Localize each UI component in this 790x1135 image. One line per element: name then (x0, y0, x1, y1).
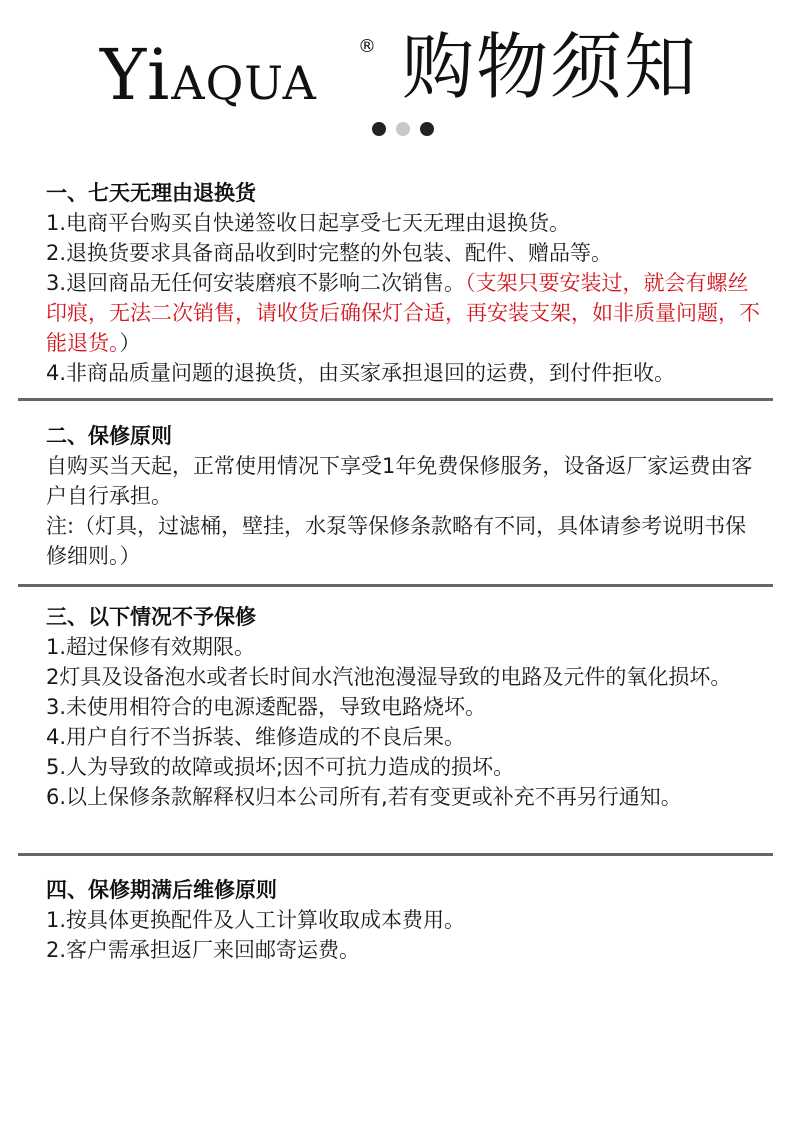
section-line-with-notice (46, 268, 766, 358)
section-warranty-exclusions (46, 602, 766, 812)
section-divider (18, 398, 773, 401)
dot-light-icon (396, 122, 410, 136)
section-line: 4.非商品质量问题的退换货，由买家承担退回的运费，到付件拒收。 (46, 361, 676, 385)
section-seven-day-return (46, 178, 766, 388)
section-divider (18, 584, 773, 587)
section-heading: 一、七天无理由退换货 (46, 181, 256, 205)
section-line: 1.超过保修有效期限。 (46, 635, 256, 659)
section-line: 2.客户需承担返厂来回邮寄运费。 (46, 938, 361, 962)
registered-mark: ® (358, 36, 376, 57)
section-line: 3.未使用相符合的电源逶配器，导致电路烧坏。 (46, 695, 487, 719)
line-text: 3.退回商品无任何安装磨痕不影响二次销售。 (46, 271, 466, 295)
section-line: 4.用户自行不当拆装、维修造成的不良后果。 (46, 725, 466, 749)
section-line: 注:（灯具，过滤桶，壁挂，水泵等保修条款略有不同，具体请参考说明书保修细则。） (46, 514, 747, 568)
section-post-warranty-repair (46, 875, 766, 965)
section-heading: 四、保修期满后维修原则 (46, 878, 277, 902)
section-heading: 三、以下情况不予保修 (46, 605, 256, 629)
page-title: 购物须知 (402, 25, 699, 109)
section-line: 2灯具及设备泡水或者长时间水汽池泡漫湿导致的电路及元件的氧化损坏。 (46, 665, 732, 689)
line-text: ） (119, 331, 141, 355)
logo-text-first: Yi (100, 34, 172, 116)
dot-dark-icon (420, 122, 434, 136)
section-line: 1.按具体更换配件及人工计算收取成本费用。 (46, 908, 466, 932)
header (0, 22, 790, 116)
logo-wordmark (100, 34, 317, 116)
section-line: 5.人为导致的故障或损坏;因不可抗力造成的损坏。 (46, 755, 515, 779)
section-line: 1.电商平台购买自快递签收日起享受七天无理由退换货。 (46, 211, 571, 235)
section-divider (18, 853, 773, 856)
section-line: 6.以上保修条款解释权归本公司所有,若有变更或补充不再另行通知。 (46, 785, 682, 809)
decorative-dots (372, 122, 436, 138)
yiaqua-logo (100, 34, 390, 114)
red-notice: （支架只要安装过，就会有螺丝印痕，无法二次销售，请收货后确保灯合适，再安装支架，如非质量问题，不能退货。 (46, 271, 760, 355)
logo-text-rest: AQUA (171, 56, 317, 110)
section-warranty-principle (46, 421, 766, 571)
section-heading: 二、保修原则 (46, 424, 172, 448)
dot-dark-icon (372, 122, 386, 136)
section-line: 2.退换货要求具备商品收到时完整的外包装、配件、赠品等。 (46, 241, 613, 265)
section-line: 自购买当天起，正常使用情况下享受1年免费保修服务，设备返厂家运费由客户自行承担。 (46, 454, 753, 508)
